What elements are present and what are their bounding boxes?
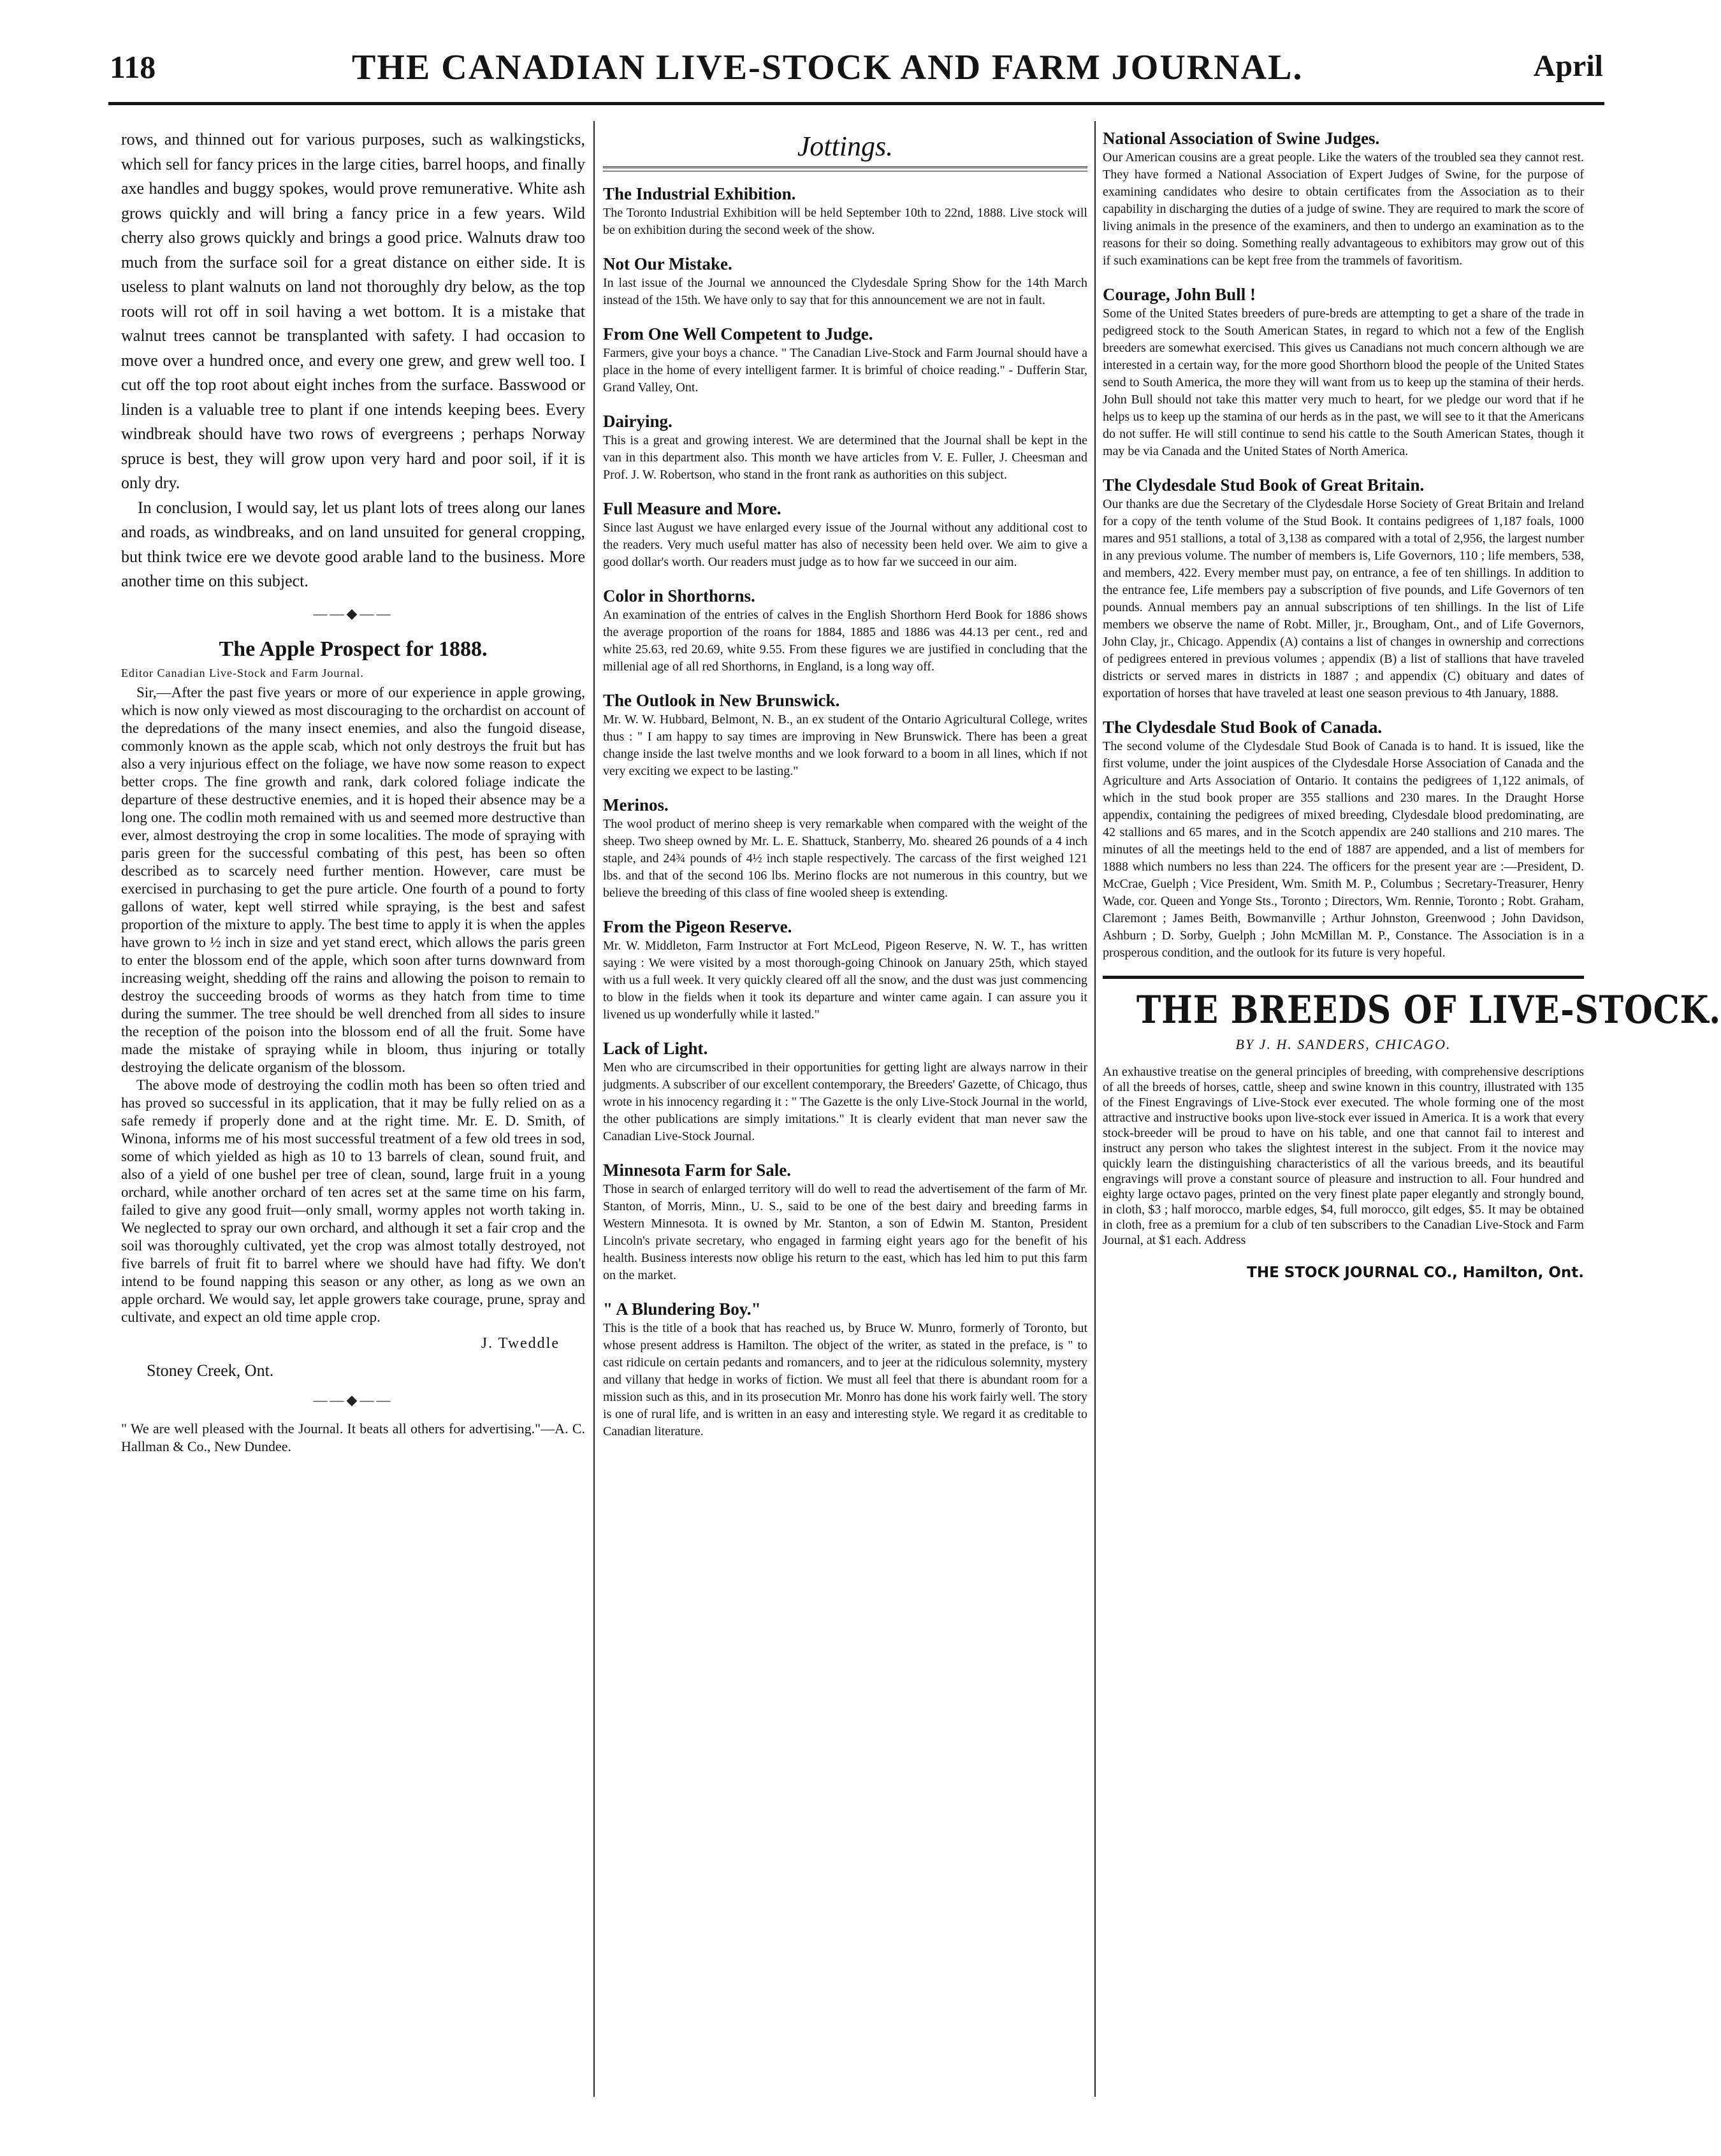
jotting-title: Not Our Mistake. [603,254,732,273]
jotting-body: Some of the United States breeders of pure-breds are attempting to get a share of the trade in pedigreed stock to the South American States, in regard to which not a few of the English breeders are somewhat exercised. This gives us Canadians not much concern although we are interested in a certain way, for the more good Shorthorn blood the people of the United States send to South America, the more they will want from us to keep up the stamina of their herds. John Bull should not take this matter very much to heart, for we pledge our word that if he helps us to keep up the stamina of our herds as in the past, we will see to it that the Americans do not suffer. He will still continue to send his cattle to the South American States, though it may be via Canada and the United States of North America. [1103,307,1584,458]
jotting-title: Dairying. [603,412,672,431]
jotting-body: An examination of the entries of calves in the English Shorthorn Herd Book for 1886 shows the average proportion of the roans for 1884, 1885 and 1886 was 44.13 per cent., red and white 25.63, red 20.69, white 9.55. From these figures we are justified in concluding that the millenial age of all red Shorthorns, in England, is a long way off. [603,608,1087,674]
jotting-title: The Clydesdale Stud Book of Great Britain. [1103,475,1425,495]
article-place: Stoney Creek, Ont. [147,1361,274,1380]
jotting-title: National Association of Swine Judges. [1103,129,1380,148]
article-paragraph: The above mode of destroying the codlin moth has been so often tried and has proved so successful in its application, that it may be fully relied on as a safe remedy if properly done and at the right time. Mr. E. D. Smith, of Winona, informs me of his most successful treatment of a few old trees in sod, some of which yielded as high as 10 to 13 barrels of clean, sound fruit, and also of a yield of one bushel per tree of clean, sound, large fruit in a young orchard, while another orchard of ten acres set at the same time on his farm, failed to give any good fruit—only small, wormy apples not worth taking in. We neglected to spray our own orchard, and although it set a fair crop and the soil was thoroughly cultivated, yet the crop was almost totally destroyed, not five barrels of fruit fit to barrel where we should have had fifty. We don't intend to be found napping this season or any other, as long as we own an apple orchard. We would say, let apple growers take courage, prune, spray and cultivate, and expect an old time apple crop. [121,1076,585,1325]
column-left [121,127,585,2058]
jotting-item [603,916,1087,1024]
section-ornament: ——◆—— [313,1391,393,1408]
page-number: 118 [110,49,156,85]
column-right [1103,127,1721,2109]
testimonial: " We are well pleased with the Journal. It beats all others for advertising."—A. C. Hallman & Co., New Dundee. [121,1420,585,1454]
article-paragraph: Sir,—After the past five years or more of our experience in apple growing, which is now only viewed as most discouraging to the orchardist on account of the depredations of the many insect enemies, and also the fungoid disease, commonly known as the apple scab, which not only destroys the fruit but has also a very injurious effect on the foliage, we have now some reason to expect better crops. The fine growth and rank, dark colored foliage indicate the departure of these destructive enemies, and it is hoped their absence may be a long one. The codlin moth remained with us and seemed more destructive than ever, almost destroying the crop in some localities. The mode of spraying with paris green for the successful combating of this pest, has been so often described as to scarcely need further mention. However, care must be exercised in purchasing to get the pure article. One fourth of a pound to forty gallons of water, kept well stirred while spraying, is the best and safest proportion of the mixture to apply. The best time to apply it is when the apples have grown to ½ inch in size and yet stand erect, which allows the paris green to enter the blossom end of the apple, which soon after turns downward from increasing weight, shedding off the rains and allowing the poison to remain to destroy the succeeding broods of worms as they hatch from time to time during the summer. The tree should be well drenched from all sides to insure the reception of the poison into the blossom end of all the fruit. Some have made the mistake of spraying while in bloom, thus injuring or totally destroying the delicate organism of the blossom. [121,684,585,1075]
jotting-title: From One Well Competent to Judge. [603,324,873,344]
jotting-item [603,183,1087,239]
jotting-title: The Industrial Exhibition. [603,184,796,203]
article-title: The Apple Prospect for 1888. [219,637,488,661]
jotting-item [1103,716,1584,962]
jotting-item [603,253,1087,309]
jotting-body: The Toronto Industrial Exhibition will be held September 10th to 22nd, 1888. Live stock will be on exhibition during the second week of the show. [603,206,1087,237]
jotting-body: The wool product of merino sheep is very remarkable when compared with the weight of the sheep. Two sheep owned by Mr. L. E. Shattuck, Stanberry, Mo. sheared 26 pounds of a 4 inch staple, and 24¾ pounds of 4½ inch staple respectively. The carcass of the first weighed 121 lbs. and that of the second 106 lbs. Merino flocks are not numerous in this country, but we believe the breeding of this class of fine wooled sheep is extending. [603,817,1087,900]
jotting-title: From the Pigeon Reserve. [603,917,792,936]
jotting-body: This is the title of a book that has reached us, by Bruce W. Munro, formerly of Toronto, but whose present address is Hamilton. The object of the writer, as stated in the preface, is " to cast ridicule on certain pedants and romancers, and to jeer at the ridiculous solemnity, mystery and villany that hedge in works of fiction. We must all feel that there is abundant room for a mission such as this, and in its prosecution Mr. Monro has done his work fairly well. The story is one of rural life, and is written in an easy and interesting style. We regard it as creditable to Canadian literature. [603,1321,1087,1438]
jotting-body: Our thanks are due the Secretary of the Clydesdale Horse Society of Great Britain and Ireland for a copy of the tenth volume of the Stud Book. It contains pedigrees of 1,187 foals, 1000 mares and 951 stallions, a total of 3,138 as compared with a total of 2,956, the largest number in any previous volume. The number of members is, Life Governors, 110 ; life members, 538, and members, 422. Every member must pay, on entrance, a fee of ten shillings. In addition to the entrance fee, Life members pay a subscription of five pounds, and Life Governors of ten pounds. Annual members pay an annual subscriptions of ten shillings. In the list of Life members we observe the name of Robt. Miller, jr., Brougham, Ont., and of Life Governors, John Clay, jr., Chicago. Appendix (A) contains a list of changes in ownership and corrections of pedigrees entered in previous volumes ; appendix (B) a list of stallions that have traveled districts or served mares in districts in 1887 ; and appendix (C) obituary and dates of exportation of horses that have traveled at least one season previous to 4th January, 1888. [1103,497,1584,700]
masthead-rule [108,102,1604,105]
section-ornament: ——◆—— [313,605,393,621]
jotting-body: Since last August we have enlarged every issue of the Journal without any additional cost to the readers. Very much useful matter has also of necessity been held over. We aim to give a good dollar's worth. Our readers must judge as to how far we succeed in our aim. [603,521,1087,569]
jotting-item [603,1159,1087,1284]
masthead [110,46,1603,97]
article-signature: J. Tweddle [481,1335,560,1352]
ad-title: THE BREEDS OF LIVE-STOCK. [1136,988,1721,1032]
issue-month: April [1533,49,1603,83]
jotting-body: Those in search of enlarged territory will do well to read the advertisement of the farm of Mr. Stanton, of Morris, Minn., U. S., said to be one of the best dairy and breeding farms in Western Minnesota. It is owned by Mr. Stanton, a son of Edwin M. Stanton, President Lincoln's private secretary, who engaged in farming eight years ago for the benefit of his health. Business interests now oblige his return to the east, which has led him to put this farm on the market. [603,1182,1087,1282]
jottings-heading: Jottings. [797,131,894,162]
column-divider [1094,121,1096,2097]
jotting-item [1103,127,1584,270]
jotting-body: Mr. W. W. Hubbard, Belmont, N. B., an ex student of the Ontario Agricultural College, writes thus : " I am happy to say times are improving in New Brunswick. There has been a great change inside the last twelve months and we look forward to a boom in all lines, which if not very exciting we expect to be lasting." [603,713,1087,778]
jotting-body: In last issue of the Journal we announced the Clydesdale Spring Show for the 14th March instead of the 15th. We have only to say that for this announcement we are not in fault. [603,276,1087,307]
jotting-item [603,1038,1087,1145]
continuation-paragraph: rows, and thinned out for various purposes, such as walkingsticks, which sell for fancy prices in the large cities, barrel hoops, and finally axe handles and buggy spokes, would prove remunerative. White ash grows quickly and will bring a fancy price in a few years. Wild cherry also grows quickly and brings a good price. Walnuts draw too much from the surface soil for a great distance on either side. It is useless to plant walnuts on land not thoroughly dry below, as the top roots will rot off in soil having a wet bottom. It is a mistake that walnut trees cannot be transplanted with safety. I had occasion to move over a hundred once, and every one grew, and grew well too. I cut off the top root about eight inches from the surface. Basswood or linden is a valuable tree to plant if one intends keeping bees. Every windbreak should have two rows of evergreens ; perhaps Norway spruce is best, they will grow upon very hard and poor soil, if it is only dry. [121,130,585,492]
continuation-paragraph: In conclusion, I would say, let us plant lots of trees along our lanes and roads, as windbreaks, and on land unsuited for general cropping, but think twice ere we devote good arable land to the business. More another time on this subject. [121,498,585,590]
journal-title: THE CANADIAN LIVE-STOCK AND FARM JOURNAL. [352,48,1303,87]
ad-byline: BY J. H. SANDERS, CHICAGO. [1235,1036,1451,1052]
jotting-item [603,323,1087,396]
jotting-body: The second volume of the Clydesdale Stud Book of Canada is to hand. It is issued, like the first volume, under the joint auspices of the Clydesdale Horse Association of Canada and the Agriculture and Arts Association of Ontario. It contains the pedigrees of 1,122 animals, of which in the stud book proper are 355 stallions and 230 mares. In the Draught Horse appendix, containing the pedigrees of mixed breeding, Clydesdale blood predominating, are 42 stallions and 65 mares, and in the Scotch appendix are 240 stallions and 210 mares. The minutes of all the meetings held to the end of 1887 are appended, and a list of members for 1888 which numbers no less than 224. The officers for the present year are :—President, D. McCrae, Guelph ; Vice President, Wm. Smith M. P., Columbus ; Secretary-Treasurer, Henry Wade, cor. Queen and Yonge Sts., Toronto ; Directors, Wm. Rennie, Toronto ; Robt. Graham, Claremont ; James Beith, Bowmanville ; Arthur Johnston, Greenwood ; John Davidson, Ashburn ; D. Sorby, Guelph ; John McMillan M. P., Constance. The Association is in a prosperous condition, and the outlook for its future is very hopeful. [1103,739,1584,960]
jotting-title: The Outlook in New Brunswick. [603,691,840,710]
jotting-item [1103,284,1584,460]
jotting-body: Men who are circumscribed in their opportunities for getting light are always narrow in their judgments. A subscriber of our excellent contemporary, the Breeders' Gazette, of Chicago, thus wrote in his innocency regarding it : " The Gazette is the only Live-Stock Journal in the world, the other publications are simply imitations." It is clearly evident that man never saw the Canadian Live-Stock Journal. [603,1060,1087,1143]
jotting-title: Merinos. [603,795,669,814]
jotting-title: The Clydesdale Stud Book of Canada. [1103,718,1383,737]
jottings-rule [603,166,1087,171]
jotting-body: This is a great and growing interest. We are determined that the Journal shall be kept in the van in this department also. This month we have articles from V. E. Fuller, J. Cheesman and Prof. J. W. Robertson, who stand in the front rank as authorities on this subject. [603,433,1087,482]
jotting-body: Farmers, give your boys a chance. " The Canadian Live-Stock and Farm Journal should have a place in the home of every intelligent farmer. It is brimful of choice reading." - Dufferin Star, Grand Valley, Ont. [603,346,1087,394]
jotting-item [1103,474,1584,702]
ad-publisher: THE STOCK JOURNAL CO., Hamilton, Ont. [1247,1264,1584,1281]
jotting-item [603,1298,1087,1440]
jotting-item [603,690,1087,780]
jotting-title: " A Blundering Boy." [603,1299,761,1319]
jotting-title: Minnesota Farm for Sale. [603,1161,791,1180]
jotting-item [603,794,1087,902]
jotting-item [603,410,1087,484]
jotting-title: Courage, John Bull ! [1103,285,1256,304]
jotting-item [603,498,1087,571]
jotting-title: Full Measure and More. [603,499,781,518]
column-middle [603,127,1087,2109]
jotting-title: Color in Shorthorns. [603,586,755,605]
jotting-body: Mr. W. Middleton, Farm Instructor at Fort McLeod, Pigeon Reserve, N. W. T., has written saying : We were visited by a most thorough-going Chinook on January 25th, which stayed with us a full week. It very quickly cleared off all the snow, and the dust was just commencing to blow in the fields when it took its departure and winter came again. I can assure you it livened us up wonderfully while it lasted." [603,939,1087,1022]
jotting-item [603,585,1087,676]
book-advertisement [1103,976,1721,1281]
jotting-body: Our American cousins are a great people. Like the waters of the troubled sea they cannot rest. They have formed a National Association of Expert Judges of Swine, for the purpose of examining candidates who desire to obtain certificates from the Association as to their capability in discharging the duties of a judge of swine. They are required to mark the score of living animals in the presence of the examiners, and then to undergo an examination as to the reasons for their so doing. Something really advantageous to exhibitors may grow out of this if such examinations can be kept free from the trammels of favoritism. [1103,150,1584,268]
jotting-title: Lack of Light. [603,1039,708,1058]
column-divider [593,121,595,2097]
article-subtitle: Editor Canadian Live-Stock and Farm Journal. [121,666,364,679]
ad-body: An exhaustive treatise on the general principles of breeding, with comprehensive descriptions of all the breeds of horses, cattle, sheep and swine known in this country, illustrated with 135 of the Finest Engravings of Live-Stock ever executed. The whole forming one of the most attractive and instructive books upon live-stock ever issued in America. It is a work that every stock-breeder will be proud to have on his table, and one that cannot fail to interest and instruct any person who takes the slightest interest in the subject. From it the novice may quickly learn the distinguishing characteristics of all the various breeds, and its beautiful engravings will prove a constant source of pleasure and instruction to all. Four hundred and eighty large octavo pages, printed on the very finest plate paper elegantly and strongly bound, in cloth, $3 ; half morocco, marble edges, $4, full morocco, gilt edges, $5. It may be obtained in cloth, free as a premium for a club of ten subscribers to the Canadian Live-Stock and Farm Journal, at $1 each. Address [1103,1065,1584,1247]
